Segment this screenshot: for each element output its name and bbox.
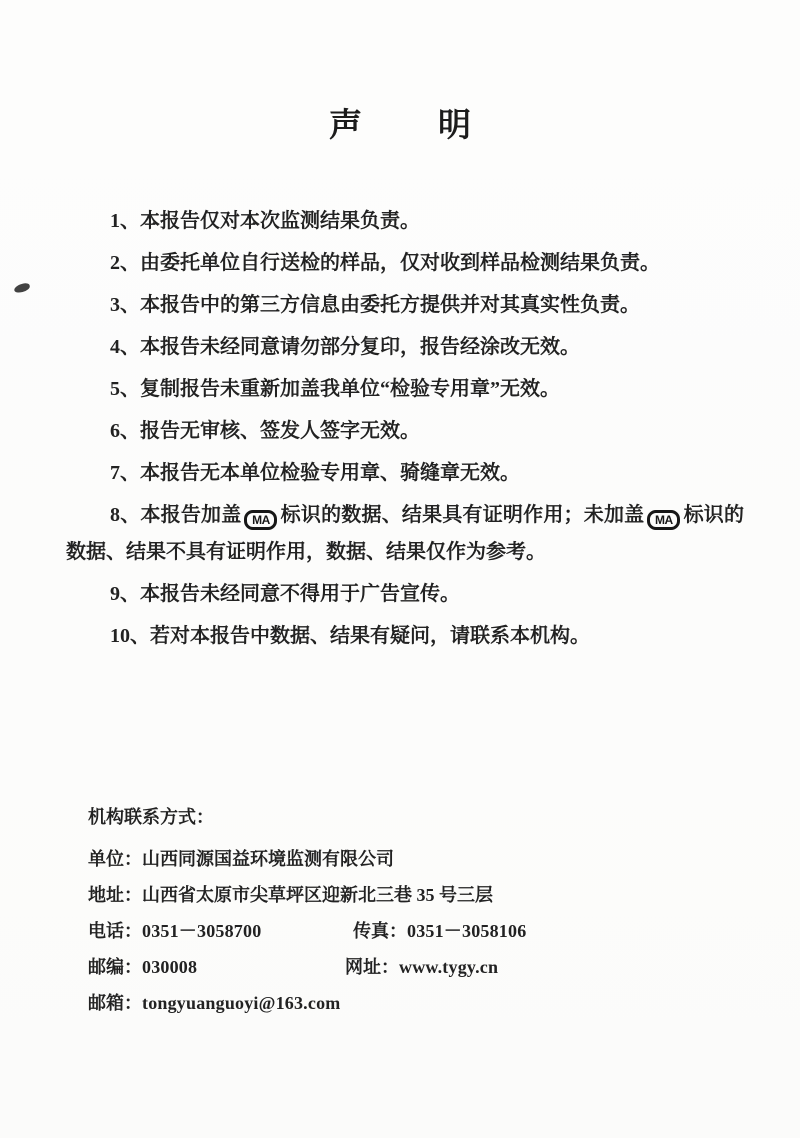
cma-accreditation-icon: MA	[647, 510, 680, 530]
statement-item-10: 10、若对本报告中数据、结果有疑问，请联系本机构。	[110, 625, 590, 647]
statement-8-text-1: 8、本报告加盖	[110, 504, 242, 526]
fax-label: 传真：	[353, 921, 407, 941]
statement-item-1: 1、本报告仅对本次监测结果负责。	[110, 210, 420, 232]
website-label: 网址：	[345, 957, 399, 977]
contact-row-unit	[88, 847, 800, 872]
statement-item-2: 2、由委托单位自行送检的样品，仅对收到样品检测结果负责。	[110, 252, 660, 274]
statement-item-3: 3、本报告中的第三方信息由委托方提供并对其真实性负责。	[110, 294, 640, 316]
statement-item-6: 6、报告无审核、签发人签字无效。	[110, 420, 420, 442]
contact-row-address	[88, 883, 800, 908]
email-label: 邮箱：	[88, 993, 142, 1013]
statement-item-4: 4、本报告未经同意请勿部分复印，报告经涂改无效。	[110, 336, 580, 358]
contact-heading: 机构联系方式：	[88, 807, 214, 827]
contact-row-email	[88, 991, 800, 1016]
contact-block	[88, 805, 800, 1016]
statement-8-text-2: 标识的数据、结果具有证明作用；未加盖	[280, 504, 645, 526]
statement-item-9: 9、本报告未经同意不得用于广告宣传。	[110, 583, 460, 605]
statement-list	[0, 203, 800, 655]
unit-value: 山西同源国益环境监测有限公司	[142, 849, 394, 869]
statement-item-8	[66, 497, 744, 571]
website-value: www.tygy.cn	[399, 957, 499, 977]
page-title: 声明	[329, 108, 547, 144]
contact-row-postcode-website	[88, 955, 800, 980]
address-value: 山西省太原市尖草坪区迎新北三巷 35 号三层	[142, 885, 493, 905]
statement-item-7: 7、本报告无本单位检验专用章、骑缝章无效。	[110, 462, 520, 484]
postcode-value: 030008	[142, 957, 198, 977]
statement-8-text-3: 标识的数据、结果不具有证明作用，数据、结果仅作为参考。	[66, 504, 745, 563]
postcode-label: 邮编：	[88, 957, 142, 977]
address-label: 地址：	[88, 885, 142, 905]
phone-label: 电话：	[88, 921, 142, 941]
email-value: tongyuanguoyi@163.com	[142, 993, 341, 1013]
phone-value: 0351－3058700	[142, 921, 262, 941]
contact-row-phone-fax	[88, 919, 800, 944]
unit-label: 单位：	[88, 849, 142, 869]
cma-accreditation-icon: MA	[244, 510, 277, 530]
fax-value: 0351－3058106	[407, 921, 527, 941]
statement-item-5: 5、复制报告未重新加盖我单位“检验专用章”无效。	[110, 378, 560, 400]
